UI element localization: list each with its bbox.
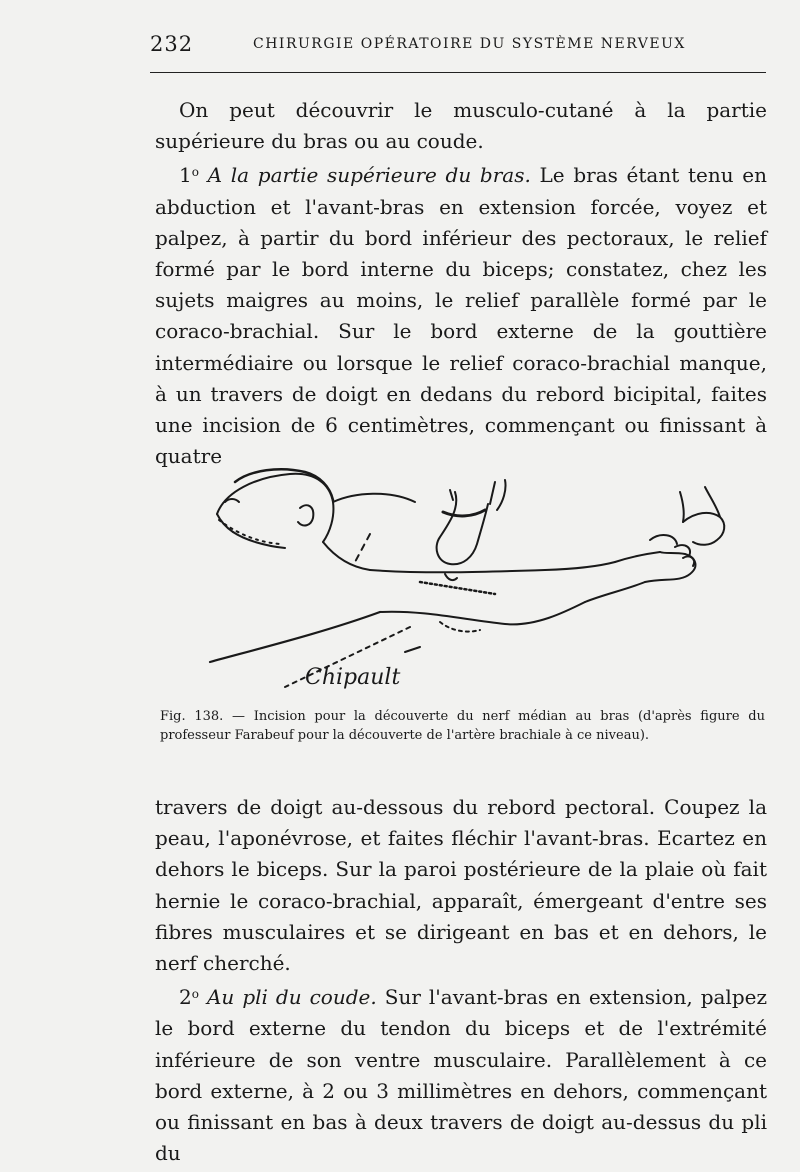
paragraph-section-2 — [155, 979, 767, 1169]
section-title: Au pli du coude. — [206, 985, 377, 1010]
section-number: 2 — [179, 985, 192, 1010]
paragraph-continuation: travers de doigt au-dessous du rebord pectoral. Coupez la peau, l'aponévrose, et faites fléchir l'avant-bras. Ecartez en dehors le biceps. Sur la paroi postérieure de la plaie où fait hernie le coraco-brachial, apparaît, émergeant d'entre ses fibres musculaires et se dirigeant en bas et en dehors, le nerf cherché. — [155, 795, 767, 976]
ordinal-mark: o — [191, 987, 199, 1002]
section-body: Le bras étant tenu en abduction et l'avant-bras en extension forcée, voyez et palpez, à partir du bord inférieur des pectoraux, le relief formé par le bord interne du biceps; constatez, chez les sujets maigres au moins, le relief parallèle formé par le coraco-brachial. Sur le bord externe de la gouttière intermédiaire ou lorsque le relief coraco-brachial manque, à un travers de doigt en dedans du rebord bicipital, faites une incision de 6 centimètres, commençant ou finissant à quatre — [155, 163, 767, 469]
section-number: 1 — [179, 163, 192, 188]
header-rule — [150, 72, 766, 73]
paragraph-intro: On peut découvrir le musculo-cutané à la partie supérieure du bras ou au coude. — [155, 98, 767, 154]
text-block-top — [155, 95, 767, 472]
page-header — [150, 30, 770, 60]
section-body: Sur l'avant-bras en extension, palpez le bord externe du tendon du biceps et de l'extrémité inférieure de son ventre musculaire. Parallèlement à ce bord externe, à 2 ou 3 millimètres en dehors, commençant ou finissant en bas à deux travers de doigt au-dessus du pli du — [155, 985, 768, 1166]
section-title: A la partie supérieure du bras. — [207, 163, 531, 188]
running-head: CHIRURGIE OPÉRATOIRE DU SYSTÈME NERVEUX — [253, 36, 686, 52]
artist-signature: Chipault — [305, 665, 401, 690]
paragraph-section-1 — [155, 157, 767, 472]
figure-caption: Fig. 138. — Incision pour la découverte du nerf médian au bras (d'après figure du professeur Farabeuf pour la découverte de l'artère brachiale à ce niveau). — [160, 709, 765, 743]
arm-incision-drawing — [205, 462, 760, 702]
ordinal-mark: o — [191, 165, 199, 180]
figure-illustration — [205, 462, 760, 702]
text-block-bottom — [155, 792, 767, 1169]
page-number: 232 — [150, 32, 194, 56]
